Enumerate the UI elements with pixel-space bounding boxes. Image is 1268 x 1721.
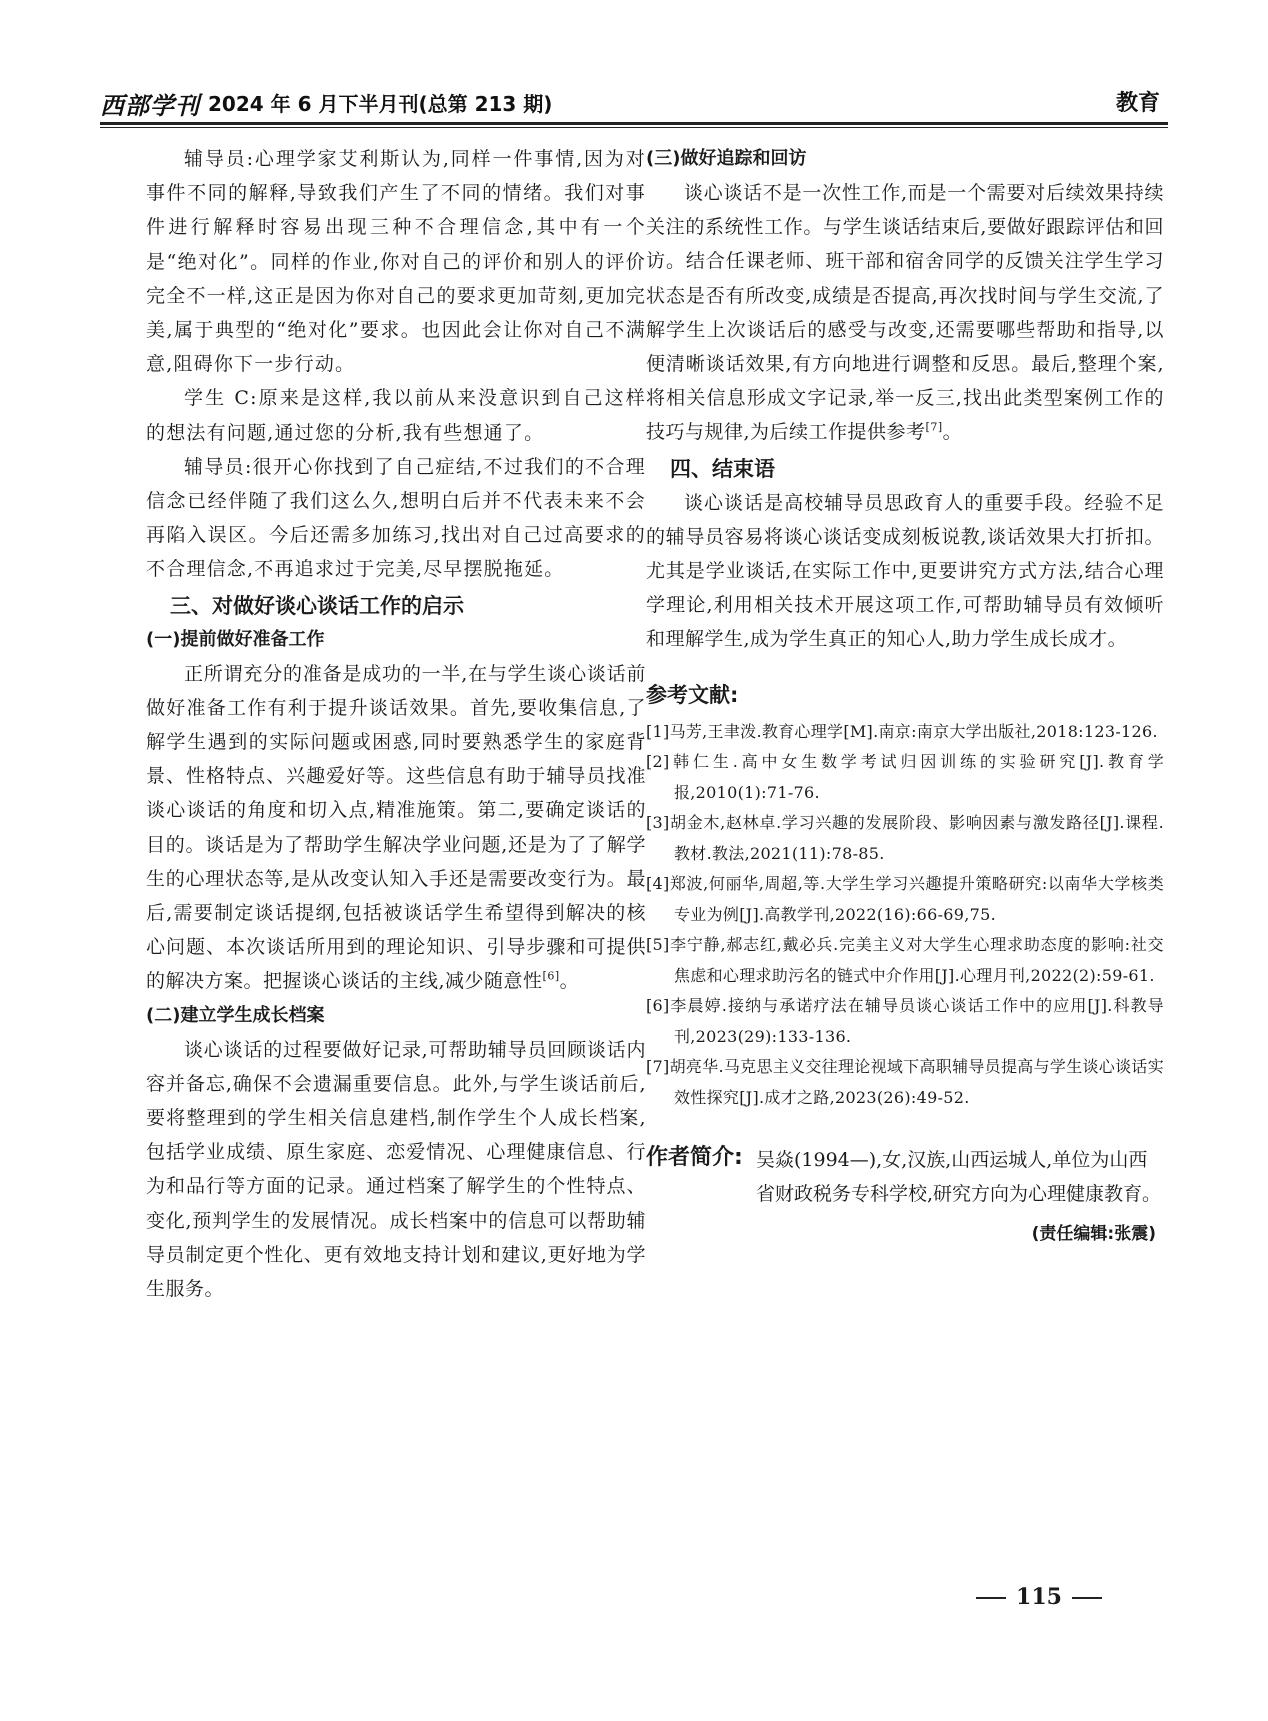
header-rule — [100, 122, 1168, 125]
reference-item: [2]韩仁生.高中女生数学考试归因训练的实验研究[J].教育学报,2010(1):71-76. — [646, 752, 1164, 802]
section-4-paragraph: 谈心谈话是高校辅导员思政育人的重要手段。经验不足的辅导员容易将谈心谈话变成刻板说教,谈话效果大打折扣。尤其是学业谈话,在实际工作中,更要讲究方式方法,结合心理学理论,利用相关技术开展这项工作,可帮助辅导员有效倾听和理解学生,成为学生真正的知心人,助力学生成长成才。 — [646, 491, 1164, 651]
page-number: 115 — [1016, 1584, 1062, 1610]
reference-item: [3]胡金木,赵林卓.学习兴趣的发展阶段、影响因素与激发路径[J].课程.教材.教法,2021(11):78-85. — [646, 813, 1164, 863]
page-header — [100, 84, 1168, 120]
header-rule-thin — [100, 127, 1168, 128]
subsection-2-heading: (二)建立学生成长档案 — [146, 1004, 325, 1026]
journal-logo: 西部学刊 — [100, 91, 200, 120]
reference-item: [5]李宁静,郝志红,戴必兵.完美主义对大学生心理求助态度的影响:社交焦虑和心理求助污名的链式中介作用[J].心理月刊,2022(2):59-61. — [646, 935, 1164, 985]
page-number-dash-right — [1072, 1597, 1102, 1599]
responsible-editor: (责任编辑:张震) — [1031, 1224, 1156, 1245]
subsection-1-end: 。 — [559, 970, 580, 993]
subsection-2-paragraph: 谈心谈话的过程要做好记录,可帮助辅导员回顾谈话内容并备忘,确保不会遗漏重要信息。此外,与学生谈话前后,要将整理到的学生相关信息建档,制作学生个人成长档案,包括学业成绩、原生家庭、恋爱情况、心理健康信息、行为和品行等方面的记录。通过档案了解学生的个性特点、变化,预判学生的发展情况。成长档案中的信息可以帮助辅导员制定更个性化、更有效地支持计划和建议,更好地为学生服务。 — [146, 1038, 646, 1301]
section-4-heading: 四、结束语 — [670, 456, 775, 481]
left-column — [146, 142, 646, 1306]
subsection-1-text: 正所谓充分的准备是成功的一半,在与学生谈心谈话前做好准备工作有利于提升谈话效果。首先,要收集信息,了解学生遇到的实际问题或困惑,同时要熟悉学生的家庭背景、性格特点、兴趣爱好等。这些信息有助于辅导员找准谈心谈话的角度和切入点,精准施策。第二,要确定谈话的目的。谈话是为了帮助学生解决学业问题,还是为了了解学生的心理状态等,是从改变认知入手还是需要改变行为。最后,需要制定谈话提纲,包括被谈话学生希望得到解决的核心问题、本次谈话所用到的理论知识、引导步骤和可提供的解决方案。把握谈心谈话的主线,减少随意性 — [146, 662, 646, 993]
references-heading: 参考文献: — [646, 682, 739, 707]
reference-item: [4]郑波,何丽华,周超,等.大学生学习兴趣提升策略研究:以南华大学核类专业为例[J].高教学刊,2022(16):66-69,75. — [646, 874, 1164, 924]
author-text: 吴焱(1994—),女,汉族,山西运城人,单位为山西省财政税务专科学校,研究方向为心理健康教育。 — [756, 1149, 1162, 1206]
page-number-footer — [954, 1584, 1124, 1610]
subsection-3-text: 谈心谈话不是一次性工作,而是一个需要对后续效果持续关注的系统性工作。与学生谈话结束后,要做好跟踪评估和回访。结合任课老师、班干部和宿舍同学的反馈关注学生学习状态是否有所改变,成绩是否提高,再次找时间与学生交流,了解学生上次谈话后的感受与改变,还需要哪些帮助和指导,以便清晰谈话效果,有方向地进行调整和反思。最后,整理个案,将相关信息形成文字记录,举一反三,找出此类型案例工作的技巧与规律,为后续工作提供参考 — [646, 182, 1164, 444]
dialogue-student-c: 学生 C:原来是这样,我以前从来没意识到自己这样的想法有问题,通过您的分析,我有些想通了。 — [146, 387, 646, 444]
reference-item: [7]胡亮华.马克思主义交往理论视域下高职辅导员提高与学生谈心谈话实效性探究[J].成才之路,2023(26):49-52. — [646, 1057, 1164, 1107]
right-column — [646, 142, 1164, 1249]
dialogue-counselor-2: 辅导员:很开心你找到了自己症结,不过我们的不合理信念已经伴随了我们这么久,想明白后并不代表未来不会再陷入误区。今后还需多加练习,找出对自己过高要求的不合理信念,不再追求过于完美,尽早摆脱拖延。 — [146, 455, 646, 581]
reference-item: [1]马芳,王聿泼.教育心理学[M].南京:南京大学出版社,2018:123-126. — [646, 721, 1158, 741]
dialogue-counselor-1: 辅导员:心理学家艾利斯认为,同样一件事情,因为对事件不同的解释,导致我们产生了不同的情绪。我们对事件进行解释时容易出现三种不合理信念,其中有一个是“绝对化”。同样的作业,你对自己的评价和别人的评价完全不一样,这正是因为你对自己的要求更加苛刻,更加完美,属于典型的“绝对化”要求。也因此会让你对自己不满意,阻碍你下一步行动。 — [146, 148, 646, 376]
citation-6: [6] — [542, 970, 560, 984]
subsection-3-paragraph — [646, 176, 1164, 450]
page-number-dash-left — [976, 1597, 1006, 1599]
subsection-3-end: 。 — [942, 421, 963, 444]
issue-info: 2024 年 6 月下半月刊(总第 213 期) — [208, 92, 553, 116]
section-name: 教育 — [1115, 91, 1160, 116]
citation-7: [7] — [925, 421, 943, 435]
author-bio — [646, 1143, 1164, 1211]
author-label: 作者简介: — [646, 1145, 743, 1171]
section-3-heading: 三、对做好谈心谈话工作的启示 — [170, 593, 464, 618]
references-list — [646, 717, 1164, 1114]
reference-item: [6]李晨婷.接纳与承诺疗法在辅导员谈心谈话工作中的应用[J].科教导刊,2023(29):133-136. — [646, 996, 1164, 1046]
subsection-1-heading: (一)提前做好准备工作 — [146, 628, 325, 650]
subsection-3-heading: (三)做好追踪和回访 — [646, 148, 807, 169]
subsection-1-paragraph — [146, 657, 646, 999]
